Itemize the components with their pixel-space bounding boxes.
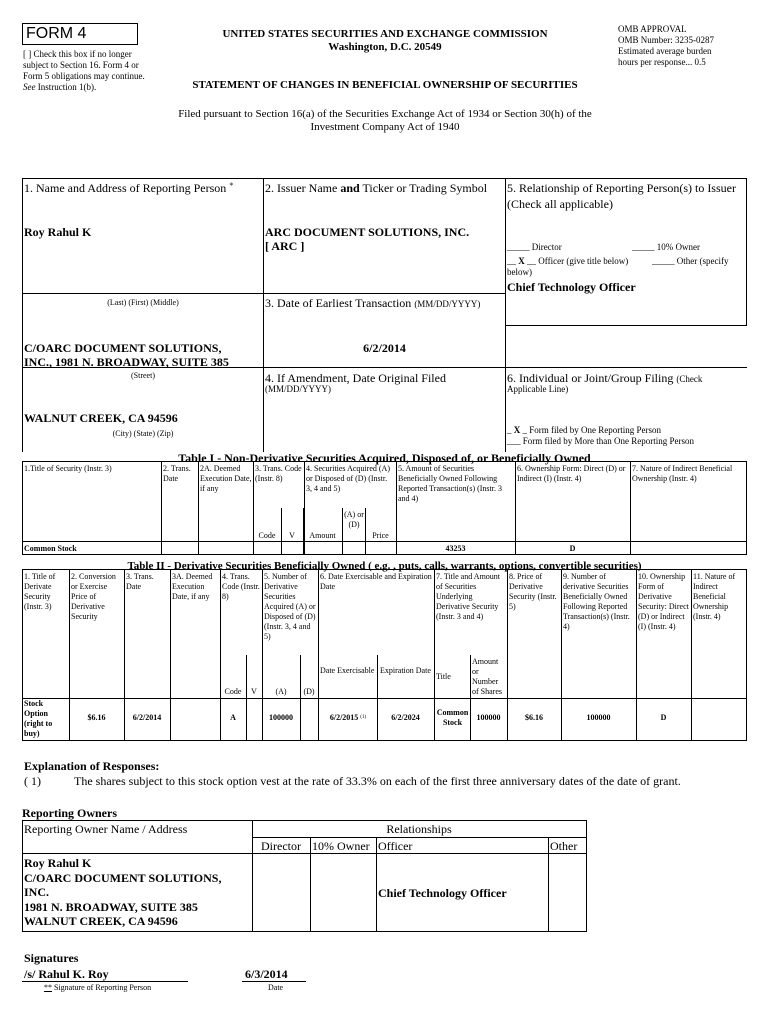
- signatures-heading: Signatures: [24, 951, 79, 965]
- t1-row-form: D: [569, 544, 576, 553]
- t1-row-amount: 43253: [445, 544, 466, 553]
- t1-header-nature: 7. Nature of Indirect Beneficial Ownership (Instr. 4): [632, 464, 733, 483]
- t2-row-under-title: Common Stock: [436, 708, 469, 727]
- box4-label-small: (MM/DD/YYYY): [265, 384, 331, 394]
- date-caption: Date: [268, 983, 284, 992]
- t2-header-exercisable: 6. Date Exercisable and Expiration Date: [320, 572, 432, 591]
- t2-header-title: 1. Title of Derivate Security (Instr. 3): [24, 572, 56, 611]
- t2-header-date: 3. Trans. Date: [126, 572, 154, 591]
- earliest-transaction-date: 6/2/2014: [363, 341, 406, 355]
- table1-title: Table I - Non-Derivative Securities Acquired, Disposed of, or Beneficially Owned: [178, 451, 591, 465]
- box6-label-line2: Applicable Line): [507, 384, 569, 394]
- t1-header-acquired: 4. Securities Acquired (A) or Disposed of (D) (Instr. 3, 4 and 5): [306, 464, 390, 493]
- reporting-person-street: C/OARC DOCUMENT SOLUTIONS, INC., 1981 N. BROADWAY, SUITE 385: [24, 341, 229, 369]
- t2-header-form: 10. Ownership Form of Derivative Security: Direct (D) or Indirect (I) (Instr. 4): [638, 572, 689, 631]
- group-filing: ___ Form filed by More than One Reporting Person: [507, 436, 694, 446]
- form-label: FORM 4: [26, 25, 87, 42]
- reporting-person-name: Roy Rahul K: [24, 225, 92, 239]
- t2-row-date-ex: 6/2/2015 $^{(1)}$: [329, 713, 367, 722]
- t2-header-owned: 9. Number of derivative Securities Beneficially Owned Following Reported Transaction(s) (Instr. 4): [563, 572, 630, 631]
- t2-sub-code: Code: [224, 687, 242, 696]
- t2-sub-title: Title: [436, 672, 451, 681]
- t2-header-price: 8. Price of Derivative Security (Instr. 5): [509, 572, 557, 611]
- one-person-filing: _ X _ Form filed by One Reporting Person: [507, 425, 661, 435]
- director-check: _____ Director: [507, 242, 562, 252]
- owners-col-rel: Relationships: [386, 822, 452, 836]
- owner-address: Roy Rahul K C/OARC DOCUMENT SOLUTIONS, INC. 1981 N. BROADWAY, SUITE 385 WALNUT CREEK, CA 94596: [24, 856, 222, 928]
- t2-row-owned: 100000: [586, 713, 611, 722]
- owners-col-officer: Officer: [378, 839, 413, 853]
- t1-sub-ad: (A) or (D): [344, 510, 364, 529]
- t2-row-price: $6.16: [87, 713, 106, 722]
- filed-pursuant: Filed pursuant to Section 16(a) of the Securities Exchange Act of 1934 or Section 30(h) of the Investment Company Act of 1940: [178, 108, 592, 133]
- name-caption: (Last) (First) (Middle): [107, 298, 179, 307]
- t2-row-date: 6/2/2014: [132, 713, 162, 722]
- t2-sub-exp: Expiration Date: [380, 666, 431, 675]
- t2-header-deemed: 3A. Deemed Execution Date, if any: [172, 572, 213, 601]
- agency-location: Washington, D.C. 20549: [328, 41, 442, 53]
- form-label-box: [22, 23, 138, 45]
- city-caption: (City) (State) (Zip): [112, 429, 174, 438]
- officer-title: Chief Technology Officer: [507, 280, 636, 294]
- t1-sub-price: Price: [372, 531, 389, 540]
- box3-label: 3. Date of Earliest Transaction (MM/DD/YYYY): [265, 296, 481, 310]
- t2-sub-v: V: [251, 687, 257, 696]
- ten-pct-owner-check: _____ 10% Owner: [632, 242, 700, 252]
- t1-row-title: Common Stock: [24, 544, 77, 553]
- t2-row-acquired: 100000: [269, 713, 293, 722]
- t1-header-ownership: 6. Ownership Form: Direct (D) or Indirect (I) (Instr. 4): [517, 464, 626, 483]
- owner-officer-value: Chief Technology Officer: [378, 886, 507, 900]
- t1-header-amount: 5. Amount of Securities Beneficially Owned Following Reported Transaction(s) (Instr. 3 and 4): [398, 464, 502, 503]
- explanation-note-text: The shares subject to this stock option vest at the rate of 33.3% on each of the first three anniversary dates of the date of grant.: [74, 774, 681, 788]
- other-below: below): [507, 267, 532, 277]
- t1-header-date: 2. Trans. Date: [163, 464, 191, 483]
- other-check: _____ Other (specify: [652, 256, 729, 266]
- t2-header-number: 5. Number of Derivative Securities Acquired (A) or Disposed of (D) (Instr. 3, 4 and 5): [264, 572, 316, 641]
- t2-row-under-amount: 100000: [476, 713, 501, 722]
- check-box-note: [ ] Check this box if no longer subject to Section 16. Form 4 or Form 5 obligations may continue. See Instruction 1(b).: [23, 49, 145, 92]
- t2-sub-date-ex: Date Exercisable: [320, 666, 375, 675]
- explanation-heading: Explanation of Responses:: [24, 759, 160, 773]
- t2-header-nature: 11. Nature of Indirect Beneficial Ownership (Instr. 4): [693, 572, 736, 621]
- table2-title: Table II - Derivative Securities Beneficially Owned ( e.g. , puts, calls, warrants, options, convertible securities): [127, 560, 642, 572]
- t1-header-title: 1.Title of Security (Instr. 3): [24, 464, 112, 473]
- owners-heading: Reporting Owners: [22, 806, 117, 820]
- signature-caption: ** Signature of Reporting Person: [44, 983, 152, 992]
- t2-header-code: 4. Trans. Code (Instr. 8): [222, 572, 260, 601]
- signature-date: 6/3/2014: [245, 967, 288, 981]
- t1-header-deemed: 2A. Deemed Execution Date, if any: [200, 464, 252, 493]
- t1-sub-code: Code: [258, 531, 276, 540]
- t2-header-underlying: 7. Title and Amount of Securities Underlying Derivative Security (Instr. 3 and 4): [436, 572, 501, 621]
- t2-row-title: Stock Option (right to buy): [24, 699, 53, 738]
- owners-col-other: Other: [550, 839, 578, 853]
- statement-title: STATEMENT OF CHANGES IN BENEFICIAL OWNERSHIP OF SECURITIES: [192, 79, 578, 91]
- officer-check: __ X __ Officer (give title below): [507, 256, 629, 266]
- signature-value: /s/ Rahul K. Roy: [24, 967, 109, 981]
- t2-sub-a: (A): [275, 687, 287, 696]
- t2-row-form: D: [660, 713, 667, 722]
- owners-col-director: Director: [261, 839, 301, 853]
- t2-row-deriv-price: $6.16: [525, 713, 543, 722]
- t2-header-conversion: 2. Conversion or Exercise Price of Derivative Security: [71, 572, 116, 621]
- box6-label: 6. Individual or Joint/Group Filing (Check: [507, 371, 703, 385]
- t1-header-code: 3. Trans. Code (Instr. 8): [255, 464, 302, 483]
- street-caption: (Street): [131, 371, 155, 380]
- reporting-person-city: WALNUT CREEK, CA 94596: [24, 411, 178, 425]
- box5-label: 5. Relationship of Reporting Person(s) to Issuer (Check all applicable): [507, 181, 736, 211]
- owners-col-ten: 10% Owner: [312, 839, 370, 853]
- agency-name: UNITED STATES SECURITIES AND EXCHANGE COMMISSION: [222, 28, 548, 40]
- t2-row-code: A: [230, 713, 236, 722]
- t2-row-exp: 6/2/2024: [391, 713, 420, 722]
- owners-col-name: Reporting Owner Name / Address: [24, 822, 188, 836]
- omb-approval: OMB APPROVAL OMB Number: 3235-0287 Estimated average burden hours per response... 0.5: [618, 24, 714, 67]
- t1-sub-amount: Amount: [309, 531, 336, 540]
- t2-sub-d: (D): [303, 687, 315, 696]
- box2-label: 2. Issuer Name and Ticker or Trading Symbol: [265, 181, 488, 195]
- t1-sub-v: V: [289, 531, 295, 540]
- issuer-name: ARC DOCUMENT SOLUTIONS, INC. [ ARC ]: [265, 225, 470, 253]
- box1-label: 1. Name and Address of Reporting Person *: [24, 181, 234, 195]
- t2-sub-amount: Amount or Number of Shares: [472, 657, 502, 696]
- explanation-note-num: ( 1): [24, 774, 41, 788]
- box4-label: 4. If Amendment, Date Original Filed: [265, 371, 446, 385]
